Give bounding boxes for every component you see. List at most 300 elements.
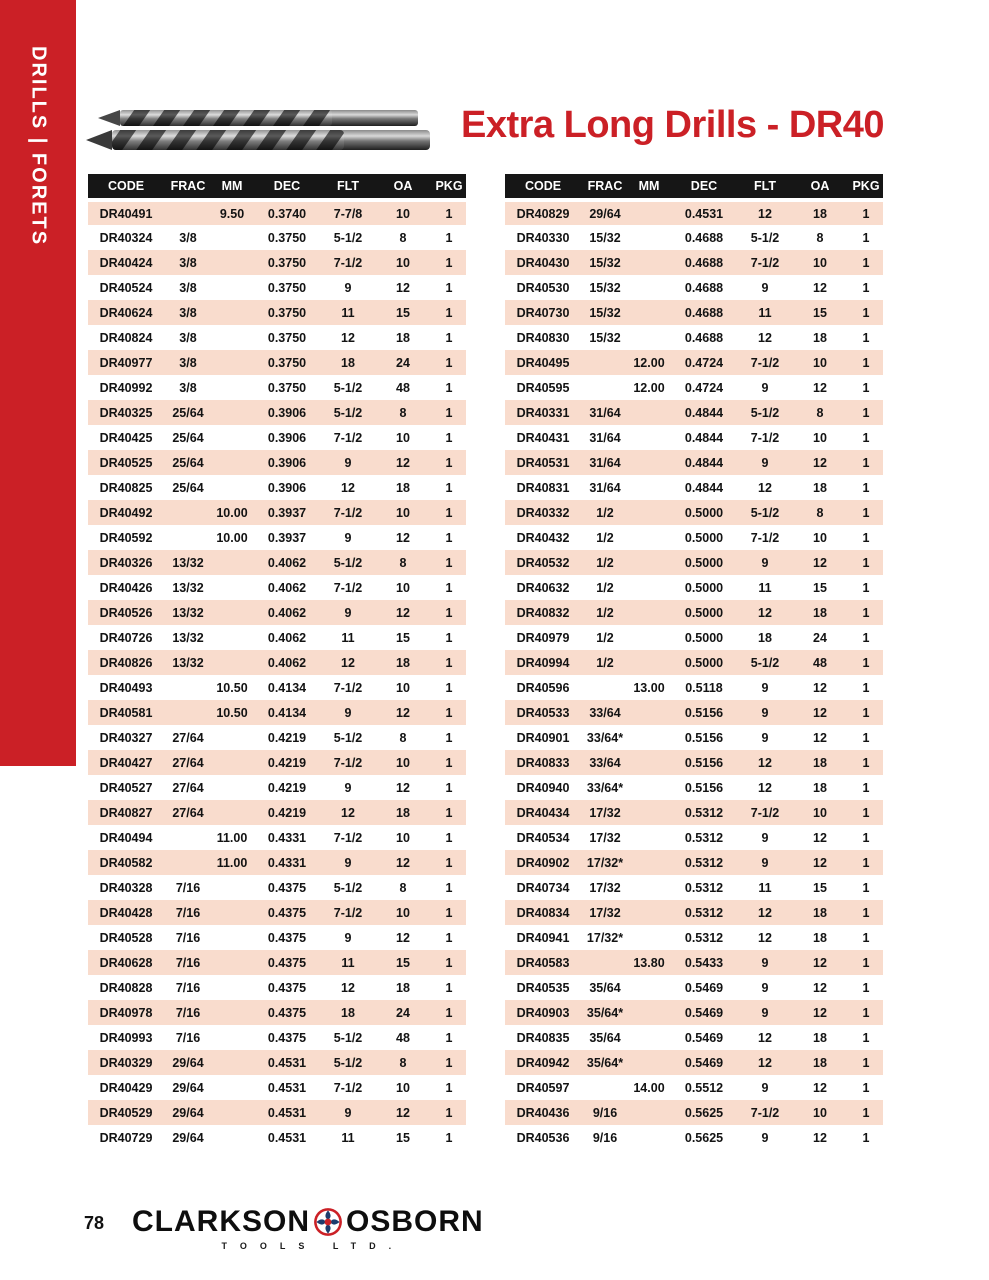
- drill-upper: [98, 110, 418, 126]
- table-cell: 1: [862, 380, 870, 395]
- table-cell: 5-1/2: [750, 230, 780, 245]
- table-cell: 18: [813, 930, 827, 945]
- table-cell: 0.4531: [252, 1100, 322, 1125]
- table-cell: 1: [862, 480, 870, 495]
- table-row: [505, 750, 883, 775]
- table-cell: DR40829: [505, 200, 581, 225]
- table-cell: 0.4531: [267, 1130, 307, 1145]
- table-cell: DR40431: [516, 430, 570, 445]
- table-cell: DR40835: [516, 1030, 570, 1045]
- table-cell: 8: [374, 1050, 432, 1075]
- column-header-code: CODE: [88, 174, 164, 200]
- table-row: [88, 700, 466, 725]
- table-cell: 1/2: [596, 580, 614, 595]
- table-cell: 0.5118: [685, 680, 723, 695]
- table-row: [88, 275, 466, 300]
- table-cell: 0.3937: [267, 530, 307, 545]
- table-cell: [629, 750, 669, 775]
- table-cell: 10: [396, 830, 410, 845]
- table-cell: DR40992: [99, 380, 153, 395]
- table-cell: DR40493: [99, 680, 153, 695]
- table-cell: 1: [862, 630, 870, 645]
- table-cell: DR40425: [99, 430, 153, 445]
- table-row: [505, 875, 883, 900]
- table-cell: DR40730: [505, 300, 581, 325]
- table-cell: DR40826: [88, 650, 164, 675]
- brand-wordmark: [132, 1205, 484, 1239]
- table-cell: 0.3750: [267, 230, 307, 245]
- table-cell: 1: [862, 1080, 870, 1095]
- table-cell: 0.5433: [669, 950, 739, 975]
- drill-bits-svg: [84, 96, 432, 162]
- table-cell: DR40977: [88, 350, 164, 375]
- table-row: [505, 1125, 883, 1150]
- table-cell: 18: [791, 900, 849, 925]
- table-cell: 0.4724: [669, 350, 739, 375]
- table-cell: 48: [396, 1030, 410, 1045]
- table-cell: 0.4844: [669, 450, 739, 475]
- table-row: [505, 575, 883, 600]
- table-row: [505, 850, 883, 875]
- table-cell: DR40495: [505, 350, 581, 375]
- table-cell: DR40533: [505, 700, 581, 725]
- table-cell: 0.4219: [252, 800, 322, 825]
- table-cell: 9: [761, 1080, 769, 1095]
- table-cell: 0.4844: [684, 480, 724, 495]
- table-row: [88, 1125, 466, 1150]
- table-cell: 9: [344, 930, 352, 945]
- table-row: [88, 500, 466, 525]
- table-cell: 7-1/2: [739, 800, 791, 825]
- table-cell: DR40734: [516, 880, 570, 895]
- table-cell: 0.4688: [684, 230, 724, 245]
- table-row: [505, 825, 883, 850]
- table-row: [505, 525, 883, 550]
- table-cell: 10: [396, 680, 410, 695]
- table-cell: 1: [862, 1030, 870, 1045]
- table-cell: 12: [813, 730, 827, 745]
- table-cell: 17/32: [581, 800, 629, 825]
- table-cell: DR40940: [516, 780, 570, 795]
- table-cell: [212, 875, 252, 900]
- table-cell: 18: [396, 330, 410, 345]
- table-cell: 1/2: [581, 550, 629, 575]
- table-cell: DR40902: [505, 850, 581, 875]
- table-cell: 17/32: [581, 900, 629, 925]
- table-cell: DR40428: [88, 900, 164, 925]
- page-number: 78: [84, 1213, 105, 1233]
- table-cell: 9: [739, 850, 791, 875]
- table-row: [88, 675, 466, 700]
- table-cell: [629, 1100, 669, 1125]
- table-cell: 0.3937: [252, 500, 322, 525]
- table-row: [88, 900, 466, 925]
- table-cell: [212, 600, 252, 625]
- table-cell: 7/16: [175, 880, 201, 895]
- table-row: [88, 650, 466, 675]
- table-row: [88, 1100, 466, 1125]
- table-cell: 14.00: [633, 1080, 665, 1095]
- table-cell: 7/16: [164, 950, 212, 975]
- table-cell: 1: [862, 230, 870, 245]
- table-cell: 9: [761, 1130, 769, 1145]
- table-cell: 0.5000: [669, 550, 739, 575]
- table-cell: 18: [813, 330, 827, 345]
- table-cell: DR40978: [88, 1000, 164, 1025]
- table-cell: 0.4688: [669, 250, 739, 275]
- table-cell: 0.5469: [684, 1030, 724, 1045]
- table-cell: 1: [445, 530, 453, 545]
- drill-lower: [86, 130, 430, 150]
- table-cell: 0.4531: [669, 200, 739, 225]
- table-cell: 1: [849, 1100, 883, 1125]
- column-header-frac: FRAC: [581, 174, 629, 200]
- table-row: [505, 500, 883, 525]
- table-cell: DR40324: [99, 230, 153, 245]
- table-cell: DR40530: [516, 280, 570, 295]
- table-cell: 0.5000: [684, 630, 724, 645]
- table-cell: 27/64: [172, 780, 204, 795]
- column-header-frac: FRAC: [164, 174, 212, 200]
- table-row: [505, 1050, 883, 1075]
- table-cell: 0.4375: [252, 950, 322, 975]
- table-cell: 1: [445, 430, 453, 445]
- table-cell: 18: [322, 1000, 374, 1025]
- table-cell: 10.50: [216, 680, 248, 695]
- column-header-flt: FLT: [739, 174, 791, 200]
- table-cell: 11: [322, 300, 374, 325]
- table-cell: 35/64*: [581, 1050, 629, 1075]
- table-cell: [581, 675, 629, 700]
- table-cell: DR40526: [88, 600, 164, 625]
- table-cell: 12: [739, 600, 791, 625]
- table-cell: 11: [758, 580, 772, 595]
- table-cell: 8: [399, 730, 407, 745]
- table-cell: 31/64: [589, 480, 621, 495]
- table-cell: 12: [813, 680, 827, 695]
- table-cell: 1: [849, 450, 883, 475]
- table-cell: 13/32: [164, 550, 212, 575]
- table-cell: 9: [761, 680, 769, 695]
- table-cell: 7-1/2: [322, 500, 374, 525]
- table-cell: 15: [813, 580, 827, 595]
- table-cell: 1: [432, 850, 466, 875]
- table-cell: DR40632: [516, 580, 570, 595]
- table-cell: 1: [849, 850, 883, 875]
- table-cell: 27/64: [172, 730, 204, 745]
- table-cell: DR40429: [99, 1080, 153, 1095]
- table-cell: 7-1/2: [322, 250, 374, 275]
- table-cell: 0.4375: [252, 900, 322, 925]
- table-cell: 12: [322, 800, 374, 825]
- table-cell: 1: [445, 280, 453, 295]
- table-cell: 18: [791, 1050, 849, 1075]
- table-cell: 0.5156: [684, 730, 724, 745]
- drill-table-left: [88, 174, 466, 1150]
- table-cell: 1: [862, 530, 870, 545]
- table-cell: [212, 425, 252, 450]
- table-cell: 10: [374, 750, 432, 775]
- table-cell: DR40330: [516, 230, 570, 245]
- table-cell: 13/32: [172, 630, 204, 645]
- table-cell: 0.5156: [669, 750, 739, 775]
- table-cell: 0.4219: [267, 730, 307, 745]
- table-cell: 9: [739, 450, 791, 475]
- table-row: [88, 725, 466, 750]
- table-cell: 25/64: [172, 480, 204, 495]
- table-cell: DR40528: [99, 930, 153, 945]
- table-cell: 5-1/2: [322, 400, 374, 425]
- table-cell: [212, 575, 252, 600]
- table-cell: [629, 975, 669, 1000]
- table-cell: 0.5156: [684, 780, 724, 795]
- table-body-right: [505, 200, 883, 1150]
- table-cell: [629, 425, 669, 450]
- table-cell: 0.3906: [267, 480, 307, 495]
- table-cell: 10: [374, 200, 432, 225]
- sidebar: [0, 0, 76, 766]
- table-row: [505, 275, 883, 300]
- table-row: [88, 450, 466, 475]
- table-cell: 18: [791, 600, 849, 625]
- table-cell: 0.4375: [267, 1030, 307, 1045]
- table-cell: 7-1/2: [739, 250, 791, 275]
- table-cell: 11: [341, 1130, 355, 1145]
- table-header-row: [505, 174, 883, 200]
- table-cell: 15/32: [581, 250, 629, 275]
- table-cell: 15: [396, 1130, 410, 1145]
- table-cell: DR40535: [516, 980, 570, 995]
- table-row: [88, 325, 466, 350]
- table-cell: 10: [374, 900, 432, 925]
- table-cell: 1: [445, 680, 453, 695]
- table-cell: 12: [791, 850, 849, 875]
- table-cell: 48: [396, 380, 410, 395]
- table-cell: 35/64: [589, 980, 621, 995]
- table-cell: [629, 1025, 669, 1050]
- table-cell: DR40434: [505, 800, 581, 825]
- table-cell: 8: [791, 400, 849, 425]
- brand-name-osborn: OSBORN: [346, 1205, 484, 1238]
- table-cell: 0.4375: [267, 980, 307, 995]
- table-cell: [212, 550, 252, 575]
- table-cell: 7-1/2: [750, 530, 780, 545]
- table-cell: 10.50: [212, 700, 252, 725]
- table-row: [88, 300, 466, 325]
- table-cell: 0.4531: [252, 1050, 322, 1075]
- table-cell: 11.00: [216, 830, 248, 845]
- table-cell: 1/2: [581, 500, 629, 525]
- table-cell: 0.5312: [669, 800, 739, 825]
- table-row: [505, 600, 883, 625]
- table-row: [88, 1025, 466, 1050]
- table-cell: 18: [791, 200, 849, 225]
- table-cell: 0.3750: [267, 280, 307, 295]
- table-row: [88, 350, 466, 375]
- table-cell: 24: [374, 1000, 432, 1025]
- table-cell: [212, 275, 252, 300]
- table-cell: 0.4844: [669, 400, 739, 425]
- table-cell: [629, 1050, 669, 1075]
- table-cell: [212, 750, 252, 775]
- table-cell: 1: [862, 280, 870, 295]
- table-cell: DR40942: [505, 1050, 581, 1075]
- table-cell: DR40726: [99, 630, 153, 645]
- table-cell: DR40581: [88, 700, 164, 725]
- table-cell: 1: [849, 950, 883, 975]
- table-row: [505, 650, 883, 675]
- table-cell: 3/8: [164, 350, 212, 375]
- table-cell: [629, 1125, 669, 1150]
- table-cell: 1: [849, 500, 883, 525]
- table-cell: 0.4062: [267, 630, 307, 645]
- table-cell: [629, 275, 669, 300]
- tables-container: [88, 174, 883, 1150]
- table-row: [505, 475, 883, 500]
- table-row: [88, 475, 466, 500]
- table-cell: 8: [399, 230, 407, 245]
- table-cell: DR40582: [88, 850, 164, 875]
- table-cell: 1: [445, 880, 453, 895]
- table-cell: DR40531: [505, 450, 581, 475]
- table-cell: 1: [862, 930, 870, 945]
- table-cell: DR40328: [99, 880, 153, 895]
- table-cell: 17/32*: [581, 850, 629, 875]
- table-cell: 7-1/2: [333, 830, 363, 845]
- table-cell: 11.00: [212, 850, 252, 875]
- table-cell: DR40332: [505, 500, 581, 525]
- table-cell: 3/8: [179, 280, 197, 295]
- table-cell: 7-1/2: [750, 430, 780, 445]
- table-cell: 8: [399, 880, 407, 895]
- table-cell: 18: [813, 480, 827, 495]
- table-cell: 17/32: [589, 830, 621, 845]
- table-cell: 9/16: [592, 1130, 618, 1145]
- table-cell: [629, 700, 669, 725]
- table-cell: 10: [396, 430, 410, 445]
- table-cell: 12.00: [633, 380, 665, 395]
- table-row: [88, 875, 466, 900]
- table-cell: 12: [758, 480, 772, 495]
- table-cell: DR40424: [88, 250, 164, 275]
- table-cell: 0.3750: [252, 300, 322, 325]
- table-cell: [629, 450, 669, 475]
- table-cell: 1: [445, 230, 453, 245]
- table-cell: [212, 975, 252, 1000]
- table-cell: 0.5469: [669, 1050, 739, 1075]
- table-row: [505, 325, 883, 350]
- table-cell: 27/64: [164, 750, 212, 775]
- table-cell: 25/64: [164, 400, 212, 425]
- table-row: [88, 800, 466, 825]
- table-cell: [629, 850, 669, 875]
- table-cell: DR40830: [516, 330, 570, 345]
- table-cell: DR40491: [88, 200, 164, 225]
- table-cell: 18: [813, 1030, 827, 1045]
- table-cell: 1: [445, 830, 453, 845]
- table-cell: 5-1/2: [739, 400, 791, 425]
- table-cell: 12: [322, 650, 374, 675]
- column-header-dec: DEC: [252, 174, 322, 200]
- table-cell: 0.4375: [252, 1000, 322, 1025]
- table-cell: 12: [341, 480, 355, 495]
- table-cell: 18: [813, 780, 827, 795]
- table-cell: [212, 450, 252, 475]
- table-cell: 5-1/2: [333, 230, 363, 245]
- table-cell: 0.4688: [684, 280, 724, 295]
- table-cell: 10: [791, 350, 849, 375]
- table-cell: 7/16: [164, 900, 212, 925]
- table-cell: 12: [396, 280, 410, 295]
- table-cell: DR40430: [505, 250, 581, 275]
- table-cell: [164, 500, 212, 525]
- table-cell: 7/16: [175, 930, 201, 945]
- table-row: [88, 400, 466, 425]
- table-cell: 15: [374, 300, 432, 325]
- table-cell: 24: [374, 350, 432, 375]
- table-cell: 1: [432, 400, 466, 425]
- table-cell: DR40529: [88, 1100, 164, 1125]
- table-cell: [164, 850, 212, 875]
- table-cell: 13/32: [164, 600, 212, 625]
- table-cell: 31/64: [581, 400, 629, 425]
- table-cell: 5-1/2: [739, 650, 791, 675]
- table-cell: 0.4062: [252, 600, 322, 625]
- table-cell: 1: [849, 200, 883, 225]
- table-cell: 7-1/2: [333, 1080, 363, 1095]
- table-cell: 0.4375: [267, 930, 307, 945]
- table-cell: 1: [432, 600, 466, 625]
- table-cell: DR40427: [88, 750, 164, 775]
- table-cell: [212, 225, 252, 250]
- table-cell: 15: [813, 880, 827, 895]
- table-cell: [629, 600, 669, 625]
- table-cell: [629, 875, 669, 900]
- table-cell: 0.4531: [267, 1080, 307, 1095]
- column-header-pkg: PKG: [432, 174, 466, 200]
- table-cell: 0.5312: [669, 850, 739, 875]
- table-cell: 12.00: [629, 350, 669, 375]
- table-cell: [212, 375, 252, 400]
- table-row: [505, 675, 883, 700]
- table-row: [505, 625, 883, 650]
- table-cell: 1: [862, 680, 870, 695]
- table-cell: 15/32: [589, 280, 621, 295]
- table-cell: 12: [758, 780, 772, 795]
- brand-logo: [132, 1205, 484, 1251]
- table-cell: DR40436: [505, 1100, 581, 1125]
- table-cell: 1: [849, 250, 883, 275]
- table-cell: 10.00: [216, 530, 248, 545]
- table-cell: 10: [813, 430, 827, 445]
- table-cell: 17/32: [589, 880, 621, 895]
- table-cell: 7-1/2: [739, 350, 791, 375]
- table-cell: 7-1/2: [333, 580, 363, 595]
- table-cell: 1: [862, 980, 870, 995]
- table-cell: 0.5469: [684, 980, 724, 995]
- table-cell: 11: [758, 880, 772, 895]
- table-cell: 1: [432, 1000, 466, 1025]
- table-row: [88, 525, 466, 550]
- table-cell: DR40994: [505, 650, 581, 675]
- table-cell: 9: [761, 280, 769, 295]
- table-cell: [212, 725, 252, 750]
- table-cell: 12: [374, 700, 432, 725]
- table-cell: 0.5625: [669, 1100, 739, 1125]
- table-cell: DR40596: [516, 680, 570, 695]
- table-cell: 12: [396, 930, 410, 945]
- table-cell: [212, 300, 252, 325]
